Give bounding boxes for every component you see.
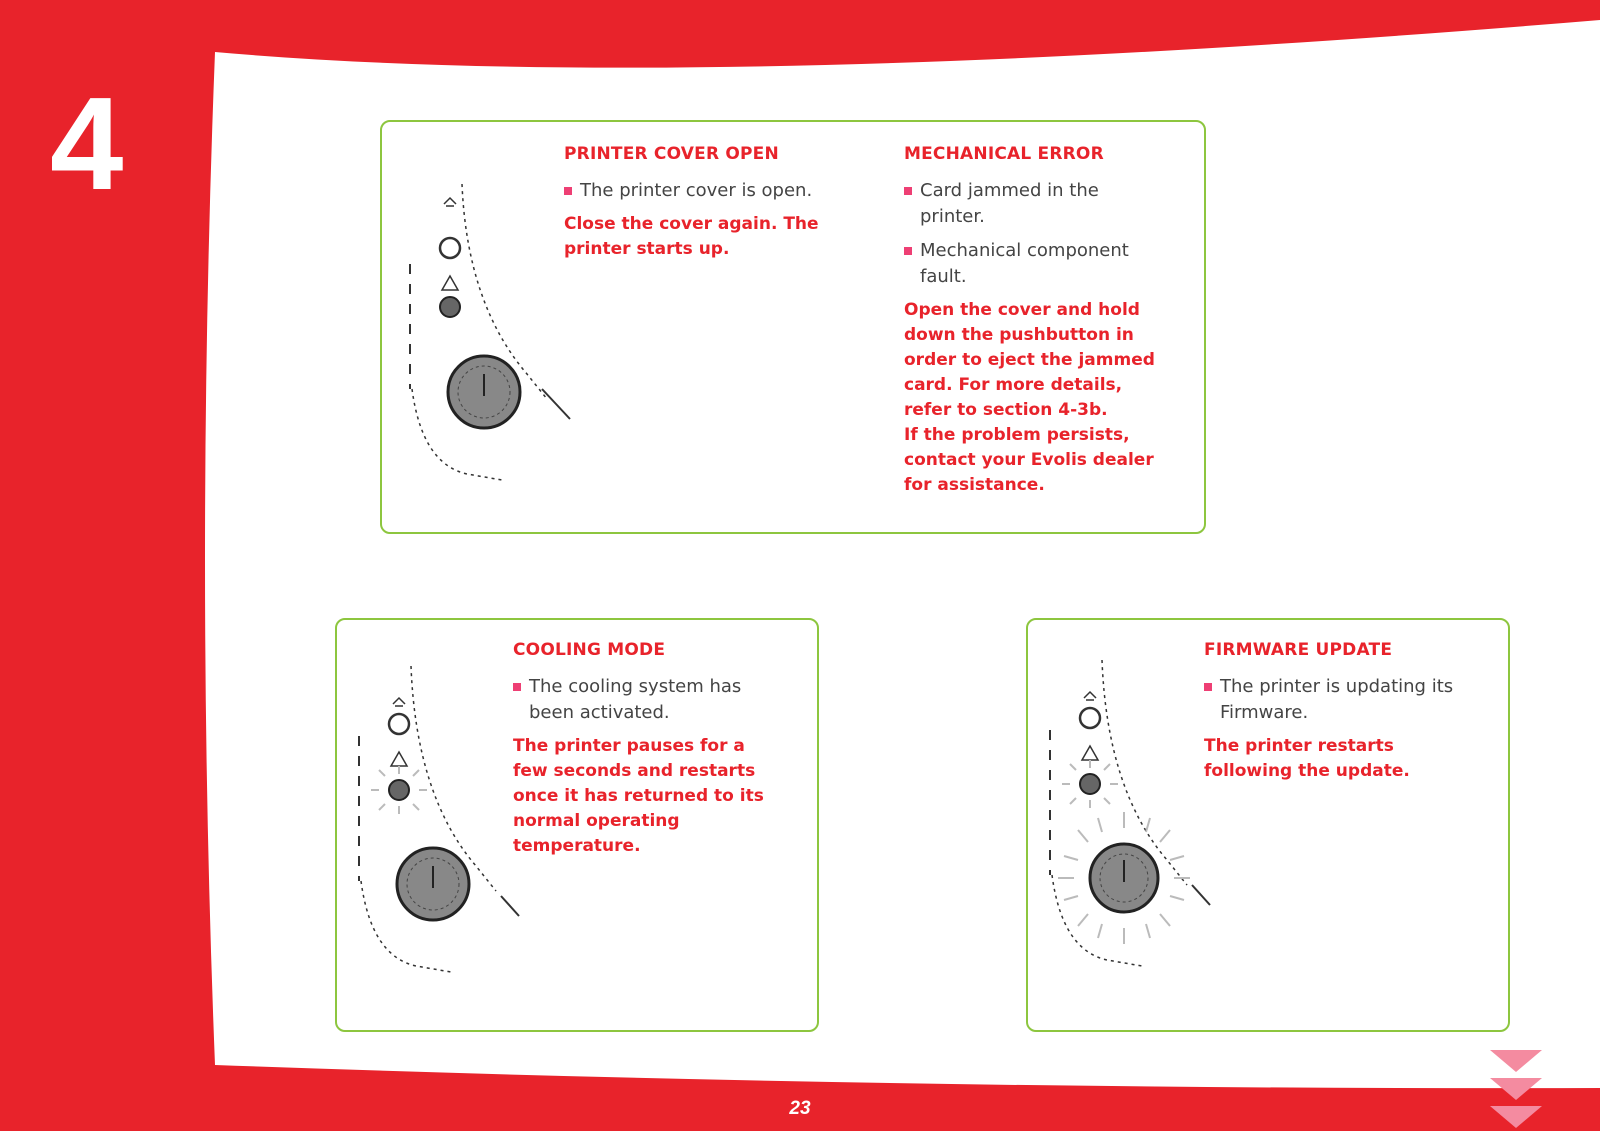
action-text-contact: If the problem persists, contact your Evolis dealer for assistance. [904, 425, 1154, 495]
section-title: FIRMWARE UPDATE [1204, 640, 1393, 660]
bullet-item: The printer cover is open. [564, 178, 834, 204]
bullet-square-icon [1204, 683, 1212, 691]
action-text: The printer restarts following the update. [1204, 736, 1410, 781]
page-number: 23 [789, 1098, 811, 1119]
section-mechanical-error [904, 144, 1166, 498]
panel-cooling-mode [335, 618, 819, 1032]
bullet-item: Mechanical component fault. [904, 238, 1166, 290]
bullet-square-icon [904, 247, 912, 255]
panel-cover-mechanical [380, 120, 1206, 534]
nav-triangle-icon[interactable] [1488, 1048, 1544, 1130]
printer-control-panel-illustration [402, 174, 582, 484]
section-firmware-update [1204, 640, 1474, 784]
section-cooling-mode [513, 640, 783, 859]
bullet-item: The printer is updating its Firmware. [1204, 674, 1474, 726]
action-text: The printer pauses for a few seconds and restarts once it has returned to its normal operating temperature. [513, 736, 764, 856]
section-printer-cover-open [564, 144, 834, 262]
chapter-number: 4 [50, 70, 124, 217]
bullet-square-icon [904, 187, 912, 195]
bullet-item: The cooling system has been activated. [513, 674, 783, 726]
section-title: MECHANICAL ERROR [904, 144, 1104, 164]
section-title: PRINTER COVER OPEN [564, 144, 779, 164]
bullet-square-icon [513, 683, 521, 691]
panel-firmware-update [1026, 618, 1510, 1032]
bullet-square-icon [564, 187, 572, 195]
section-title: COOLING MODE [513, 640, 666, 660]
action-text: Open the cover and hold down the pushbutton in order to eject the jammed card. For more details, refer to section 4-3b. [904, 300, 1155, 420]
printer-control-panel-illustration [351, 666, 531, 976]
action-text: Close the cover again. The printer starts up. [564, 214, 819, 259]
bullet-item: Card jammed in the printer. [904, 178, 1166, 230]
